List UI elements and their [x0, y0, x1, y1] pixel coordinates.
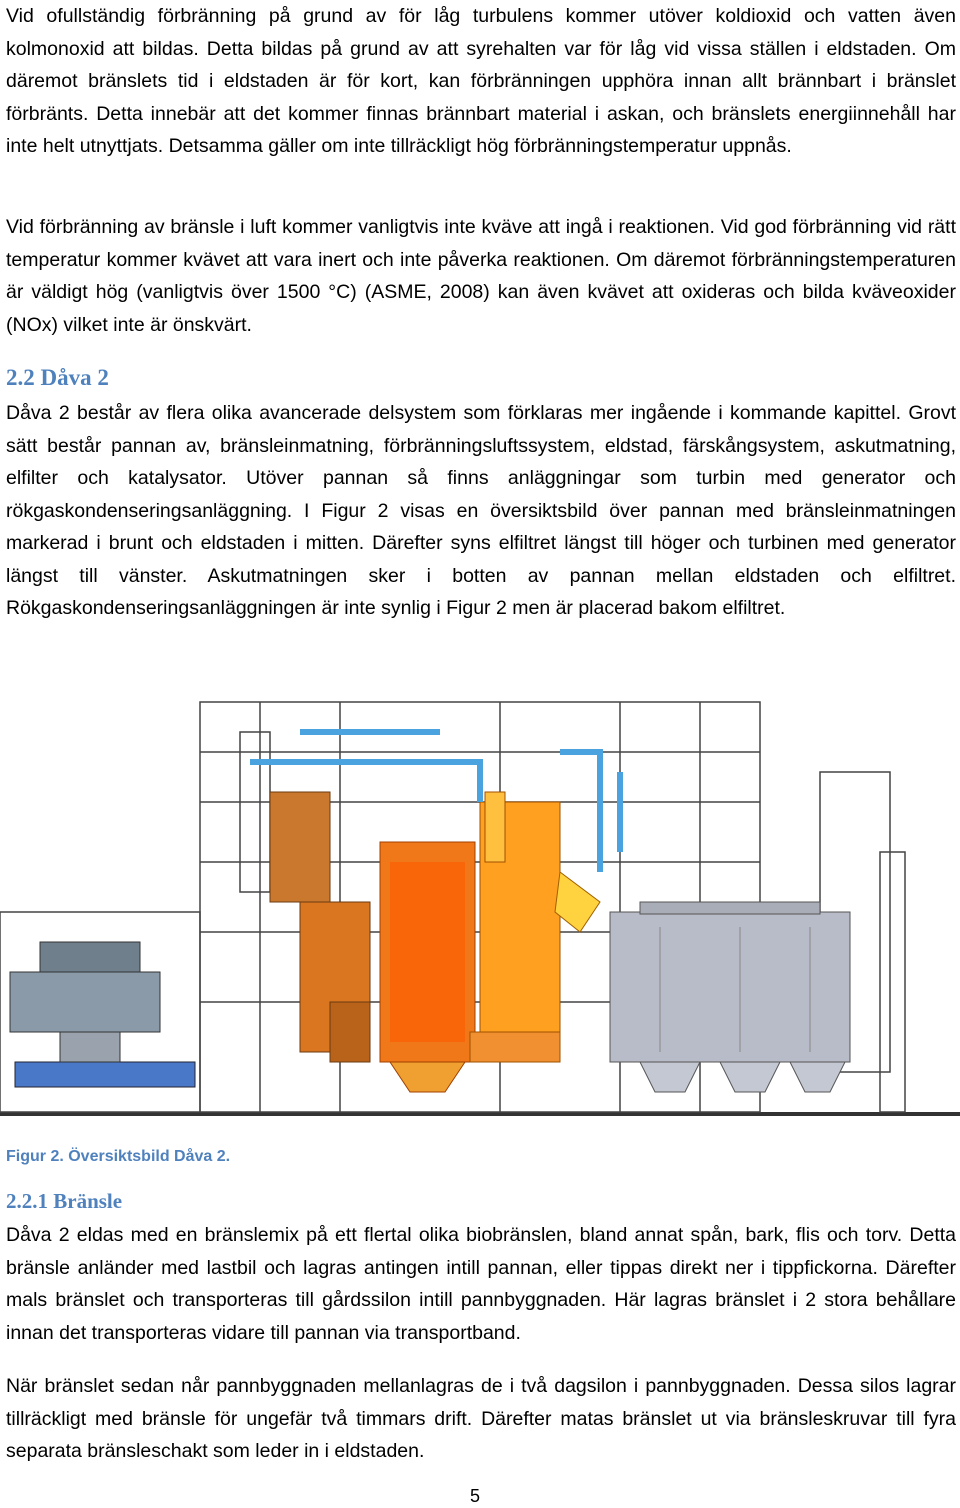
- page-number: 5: [470, 1486, 481, 1506]
- plant-overview-figure: [0, 672, 960, 1127]
- subsection-heading: 2.2.1 Bränsle: [6, 1189, 123, 1213]
- figure-caption: Figur 2. Översiktsbild Dåva 2.: [6, 1148, 231, 1165]
- turbine-hall: [0, 912, 200, 1112]
- electrostatic-filter: [610, 902, 850, 1092]
- turbine-generator: [15, 1062, 195, 1087]
- paragraph-incomplete-combustion: Vid ofullständig förbränning på grund av för låg turbulens kommer utöver koldioxid och vatten även kolmonoxid att bildas. Detta bildas på grund av att syrehalten var för låg vid vissa ställen i eldstaden. Om däremot bränslets tid i eldstaden är för kort, kan förbränningen upphöra innan allt brännbart i bränslet förbränts. Detta innebär att det kommer finnas brännbart material i askan, och bränslets energiinnehåll har inte helt utnyttjats. Detsamma gäller om inte tillräckligt hög förbränningstemperatur uppnås.: [6, 5, 956, 157]
- section-heading: 2.2 Dåva 2: [6, 365, 109, 390]
- furnace: [380, 792, 600, 1092]
- paragraph-dava2-overview: Dåva 2 består av flera olika avancerade delsystem som förklaras mer ingående i kommande kapittel. Grovt sätt består pannan av, bränsleinmatning, förbränningsluftssystem, eldstad, färskångsystem, askutmatning, elfilter och katalysator. Utöver pannan så finns anläggningar som turbin med generator och rökgaskondenseringsanläggning. I Figur 2 visas en översiktsbild över pannan med bränsleinmatningen markerad i brunt och eldstaden i mitten. Därefter syns elfiltret längst till höger och turbinen med generator längst till vänster. Askutmatningen sker i botten av pannan mellan eldstaden och elfiltret. Rökgaskondenseringsanläggningen är inte synlig i Figur 2 men är placerad bakom elfiltret.: [6, 402, 956, 619]
- paragraph-nitrogen: Vid förbränning av bränsle i luft kommer vanligtvis inte kväve att ingå i reaktionen. Vid god förbränning vid rätt temperatur kommer kvävet att vara inert och inte påverka reaktionen. Om däremot förbränningstemperaturen är väldigt hög (vanligtvis över 1500 °C) (ASME, 2008) kan även kvävet att oxideras och bilda kväveoxider (NOx) vilket inte är önskvärt.: [6, 216, 956, 336]
- paragraph-day-silos: När bränslet sedan når pannbyggnaden mellanlagras de i två dagsilon i pannbyggnaden. Dessa silos lagrar tillräckligt med bränsle för ungefär två timmars drift. Därefter matas bränslet ut via bränsleskruvar till fyra separata bränsleschakt som leder in i eldstaden.: [6, 1375, 956, 1462]
- plant-diagram: [0, 672, 960, 1127]
- fuel-feed: [270, 792, 370, 1062]
- paragraph-fuel-mix: Dåva 2 eldas med en bränslemix på ett flertal olika biobränslen, bland annat spån, bark, flis och torv. Detta bränsle anländer med lastbil och lagras antingen intill pannan, eller tippas direkt ner i tippfickorna. Därefter mals bränslet och transporteras till gårdssilon intill pannbyggnaden. Här lagras bränslet i 2 stora behållare innan det transporteras vidare till pannan via transportband.: [6, 1224, 956, 1344]
- flue-stack: [880, 852, 905, 1112]
